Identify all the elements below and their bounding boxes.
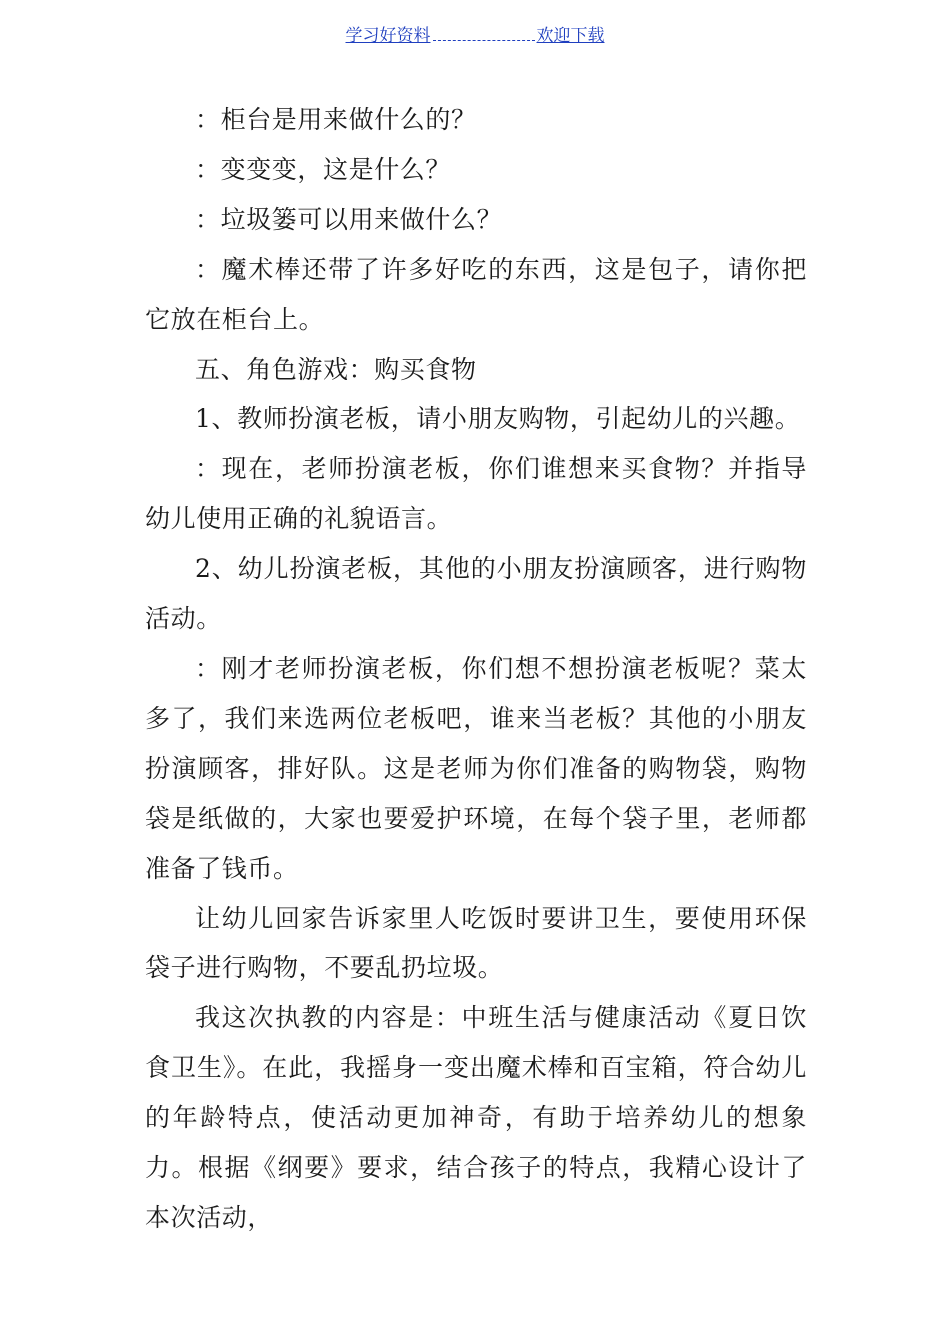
paragraph: ：柜台是用来做什么的？ xyxy=(195,105,477,134)
paragraph: 1、教师扮演老板，请小朋友购物，引起幼儿的兴趣。 xyxy=(195,404,801,434)
paragraph: ：垃圾篓可以用来做什么？ xyxy=(195,204,503,234)
paragraph: ：变变变，这是什么？ xyxy=(195,154,452,184)
paragraph: ：魔术棒还带了许多好吃的东西，这是包子，请你把它放在柜台上。 xyxy=(145,254,807,334)
header-right-text: 欢迎下载 xyxy=(536,26,605,46)
header-underline-gap xyxy=(433,22,535,41)
header-left-text: 学习好资料 xyxy=(345,26,431,46)
section-heading: 五、角色游戏：购买食物 xyxy=(195,354,477,384)
paragraph: 2、幼儿扮演老板，其他的小朋友扮演顾客，进行购物活动。 xyxy=(145,554,807,634)
page-header xyxy=(0,22,950,49)
paragraph: 我这次执教的内容是：中班生活与健康活动《夏日饮食卫生》。在此，我摇身一变出魔术棒和百宝箱，符合幼儿的年龄特点，使活动更加神奇，有助于培养幼儿的想象力。根据《纲要》要求，结合孩子的特点，我精心设计了本次活动， xyxy=(145,1003,807,1232)
paragraph: ：刚才老师扮演老板，你们想不想扮演老板呢？菜太多了，我们来选两位老板吧，谁来当老板？其他的小朋友扮演顾客，排好队。这是老师为你们准备的购物袋，购物袋是纸做的，大家也要爱护环境，在每个袋子里，老师都准备了钱币。 xyxy=(145,653,807,883)
paragraph: 让幼儿回家告诉家里人吃饭时要讲卫生，要使用环保袋子进行购物，不要乱扔垃圾。 xyxy=(145,903,807,983)
document-body xyxy=(145,95,807,1243)
paragraph: ：现在，老师扮演老板，你们谁想来买食物？并指导幼儿使用正确的礼貌语言。 xyxy=(145,454,807,534)
